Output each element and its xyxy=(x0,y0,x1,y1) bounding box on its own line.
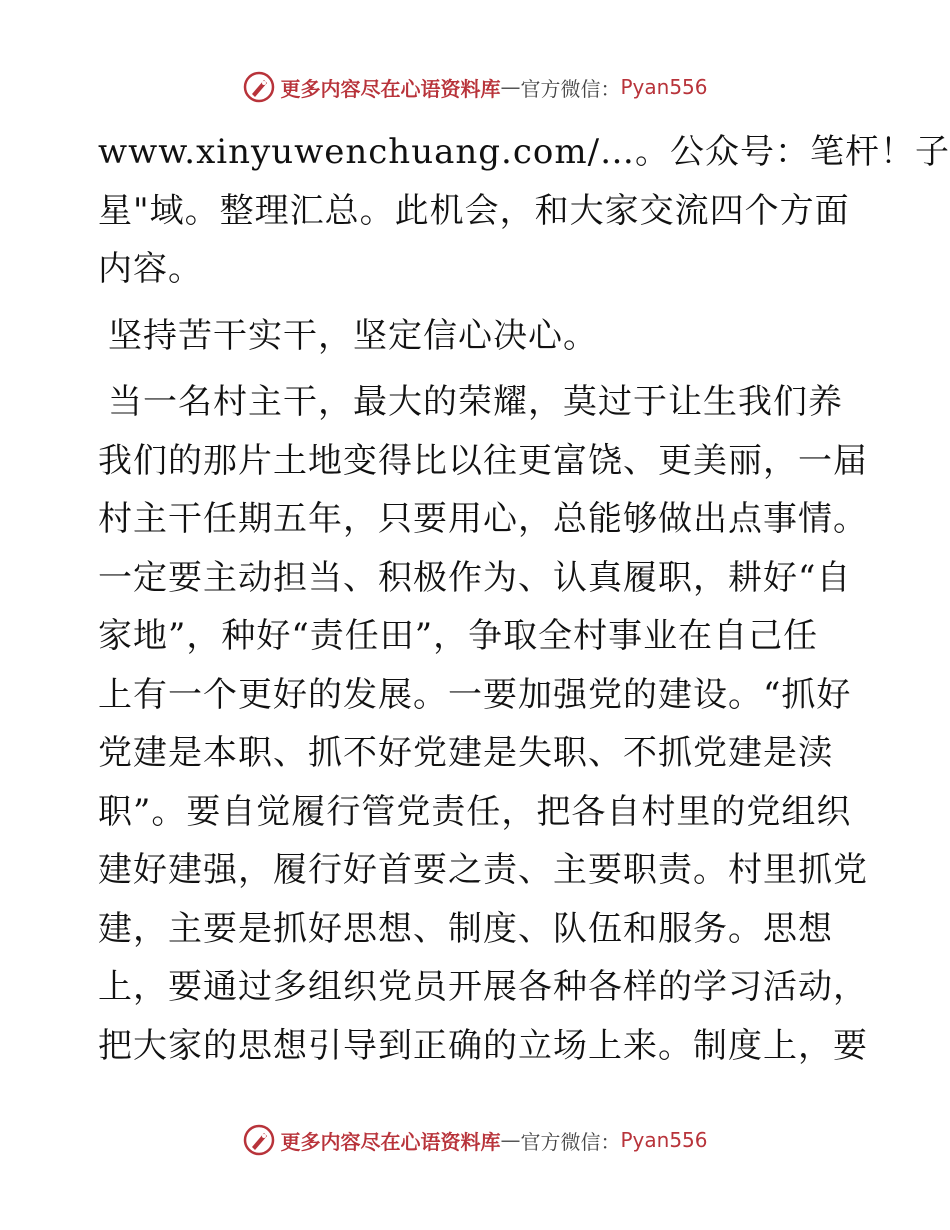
text-line: 上，要通过多组织党员开展各种各样的学习活动， xyxy=(98,967,868,1007)
text-line: 把大家的思想引导到正确的立场上来。制度上，要 xyxy=(98,1025,868,1066)
main-paragraph xyxy=(98,373,868,1075)
pen-nib-logo-icon xyxy=(242,1123,276,1157)
text-line: 家地”，种好“责任田”，争取全村事业在自己任 xyxy=(98,616,819,656)
text-line: 职”。要自觉履行管党责任，把各自村里的党组织 xyxy=(98,791,852,832)
banner-separator: — xyxy=(500,75,521,99)
text-line: 星"域。整理汇总。此机会，和大家交流四个方面 xyxy=(98,190,850,231)
text-line: 建，主要是抓好思想、制度、队伍和服务。思想 xyxy=(98,908,833,949)
banner-separator: — xyxy=(500,1128,521,1152)
text-line: 上有一个更好的发展。一要加强党的建设。“抓好 xyxy=(98,674,852,715)
section-heading: 坚持苦干实干，坚定信心决心。 xyxy=(108,315,598,356)
header-banner xyxy=(0,70,950,104)
intro-paragraph xyxy=(98,123,950,299)
text-line: 内容。 xyxy=(98,249,203,289)
document-body xyxy=(98,123,950,1075)
text-line: 建好建强，履行好首要之责、主要职责。村里抓党 xyxy=(98,850,868,890)
banner-wechat-id: Pyan556 xyxy=(620,1128,708,1152)
pen-nib-logo-icon xyxy=(242,70,276,104)
banner-wechat-id: Pyan556 xyxy=(620,75,708,99)
footer-banner xyxy=(0,1123,950,1157)
banner-wechat-label: 官方微信： xyxy=(520,76,621,101)
text-line: www.xinyuwenchuang.com/…。公众号：笔杆！子 xyxy=(98,132,950,172)
banner-main-text: 更多内容尽在心语资料库 xyxy=(280,1129,501,1154)
text-line: 一定要主动担当、积极作为、认真履职，耕好“自 xyxy=(98,557,852,598)
banner-main-text: 更多内容尽在心语资料库 xyxy=(280,76,501,101)
text-line: 党建是本职、抓不好党建是失职、不抓党建是渎 xyxy=(98,733,833,773)
banner-wechat-label: 官方微信： xyxy=(520,1129,621,1154)
text-line: 村主干任期五年，只要用心，总能够做出点事情。 xyxy=(98,499,868,539)
text-line: 当一名村主干，最大的荣耀，莫过于让生我们养 xyxy=(108,382,843,422)
text-line: 我们的那片土地变得比以往更富饶、更美丽，一届 xyxy=(98,440,868,481)
